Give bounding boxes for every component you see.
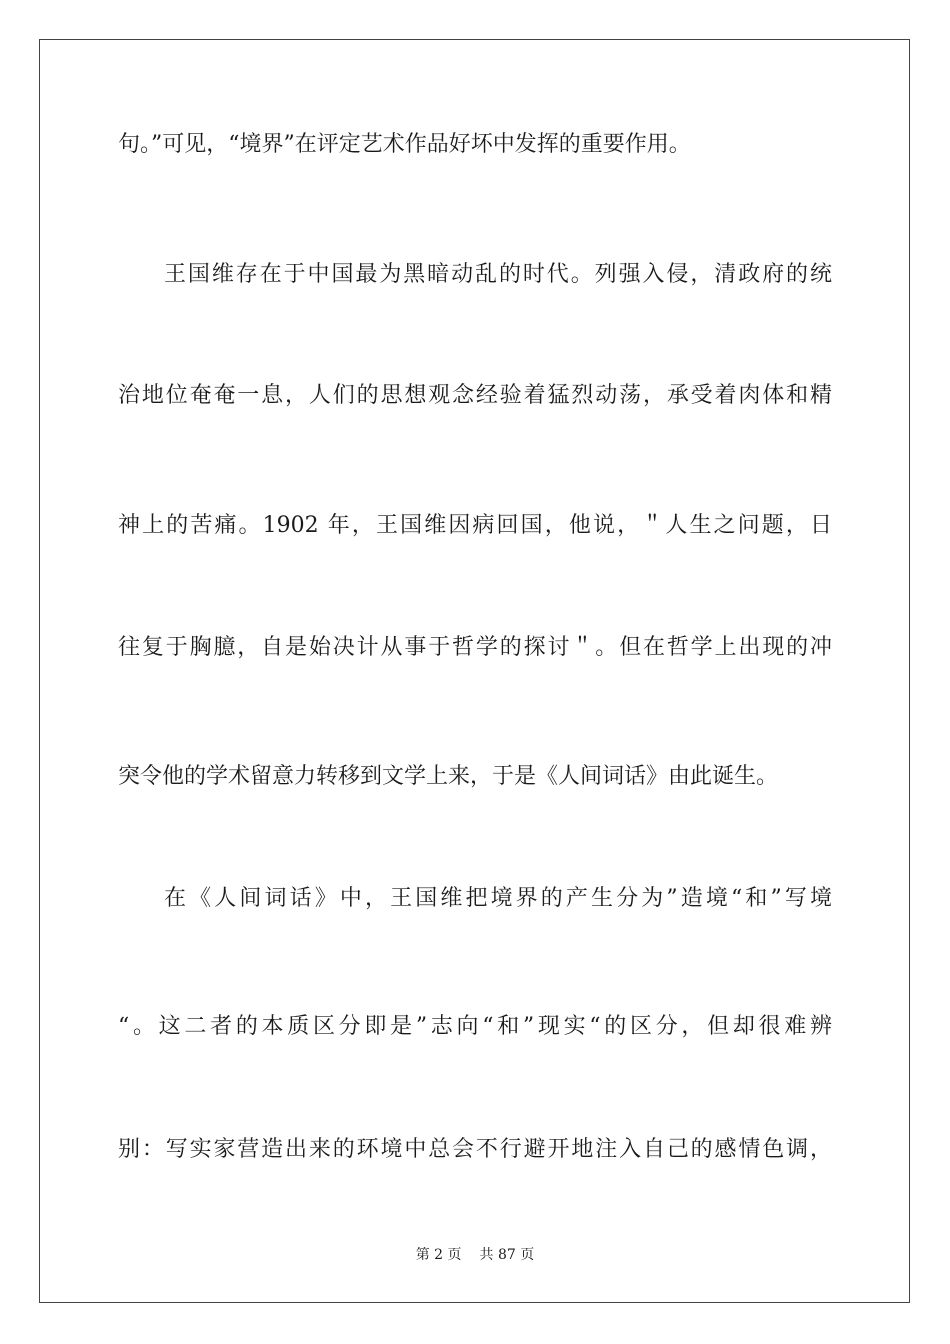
total-pages: 共 87 页 (479, 1247, 535, 1263)
text-line: 突令他的学术留意力转移到文学上来，于是《人间词话》由此诞生。 (118, 764, 779, 789)
text-line: 治地位奄奄一息，人们的思想观念经验着猛烈动荡，承受着肉体和精 (118, 383, 832, 408)
page-number: 第 2 页 (415, 1247, 462, 1263)
page-border (39, 39, 910, 1303)
page-footer (0, 1245, 950, 1265)
text-line: 王国维存在于中国最为黑暗动乱的时代。列强入侵，清政府的统 (164, 262, 832, 287)
text-line: 别：写实家营造出来的环境中总会不行避开地注入自己的感情色调， (118, 1137, 832, 1162)
text-line: “。这二者的本质区分即是”志向“和”现实“的区分，但却很难辨 (118, 1014, 832, 1039)
text-line: 往复于胸臆，自是始决计从事于哲学的探讨＂。但在哲学上出现的冲 (118, 635, 832, 660)
text-line: 神上的苦痛。1902 年，王国维因病回国，他说，＂人生之问题，日 (118, 513, 832, 538)
text-line: 句。”可见，“境界”在评定艺术作品好坏中发挥的重要作用。 (118, 132, 691, 157)
text-line: 在《人间词话》中，王国维把境界的产生分为”造境“和”写境 (164, 886, 832, 911)
